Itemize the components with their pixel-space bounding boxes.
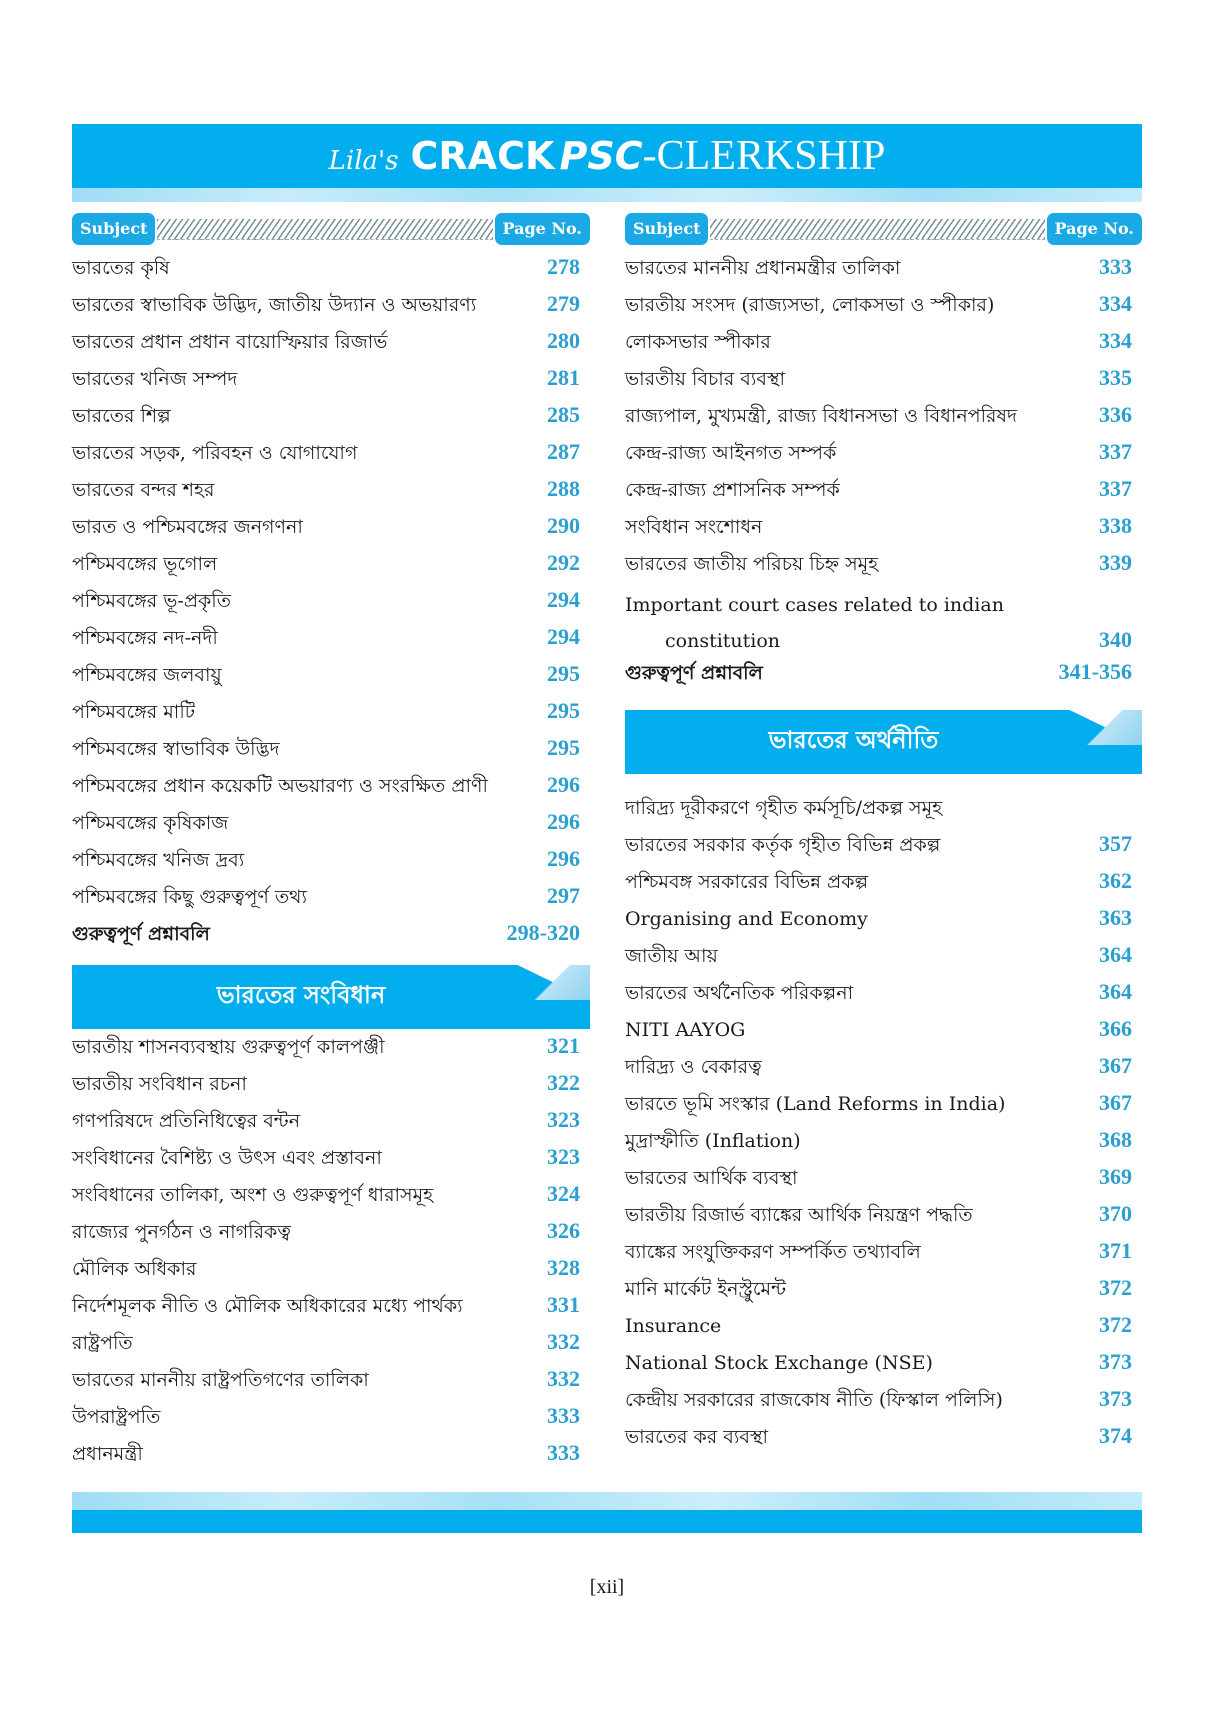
toc-entry-page: 333 [547,1403,580,1428]
toc-entry[interactable] [72,661,590,698]
toc-entry-label: ভারতের স্বাভাবিক উদ্ভিদ, জাতীয় উদ্যান ও অভয়ারণ্য [72,294,477,316]
toc-entry[interactable] [625,868,1142,905]
toc-entry-label: ভারতের সড়ক, পরিবহন ও যোগাযোগ [72,442,358,464]
toc-entry-label: সংবিধানের বৈশিষ্ট্য ও উৎস এবং প্রস্তাবনা [72,1147,382,1169]
toc-entry-label: লোকসভার স্পীকার [625,331,771,353]
toc-entry[interactable] [625,365,1142,402]
toc-entry-label: মৌলিক অধিকার [72,1258,197,1280]
toc-entry-page: 340 [1099,627,1132,652]
toc-entry-label: পশ্চিমবঙ্গের কিছু গুরুত্বপূর্ণ তথ্য [72,886,307,908]
toc-entry-page: 328 [547,1255,580,1280]
toc-entry-label: দারিদ্র্য দূরীকরণে গৃহীত কর্মসূচি/প্রকল্প সমূহ [625,797,943,819]
section-banner-economy [625,710,1142,774]
toc-entry[interactable] [72,254,590,291]
toc-entry[interactable] [72,1329,590,1366]
toc-entry-page: 374 [1099,1423,1132,1448]
page-no-header-pill: Page No. [1047,213,1143,245]
toc-entry-label: গণপরিষদে প্রতিনিধিত্বের বন্টন [72,1110,301,1132]
toc-entry-label: মুদ্রাস্ফীতি (Inflation) [625,1130,801,1152]
toc-entry-page: 368 [1099,1127,1132,1152]
toc-entry-label: পশ্চিমবঙ্গের কৃষিকাজ [72,812,229,834]
toc-entry[interactable] [72,1107,590,1144]
toc-entry-page: 321 [547,1033,580,1058]
toc-entry[interactable] [72,698,590,735]
toc-entry-label: ভারতের জাতীয় পরিচয় চিহ্ন সমূহ [625,553,879,575]
section-title: ভারতের সংবিধান [216,981,386,1009]
toc-entry-page: 338 [1099,513,1132,538]
toc-entry-label: পশ্চিমবঙ্গের খনিজ দ্রব্য [72,849,245,871]
toc-entry[interactable] [72,1144,590,1181]
toc-entry-page: 339 [1099,550,1132,575]
subject-header-pill: Subject [625,213,708,245]
title-crack: CRACK [410,134,555,178]
toc-entry[interactable] [625,1238,1142,1275]
toc-entry-page: 326 [547,1218,580,1243]
toc-entry[interactable] [72,809,590,846]
toc-entry-label: গুরুত্বপূর্ণ প্রশ্নাবলি [625,662,763,684]
toc-entry-label: ভারতের মাননীয় রাষ্ট্রপতিগণের তালিকা [72,1369,369,1391]
toc-entry-page: 367 [1099,1053,1132,1078]
subject-header-pill: Subject [72,213,155,245]
toc-entry[interactable] [72,1255,590,1292]
toc-entry-page: 331 [547,1292,580,1317]
toc-entry-page: 290 [547,513,580,538]
toc-entry[interactable] [72,291,590,328]
toc-entry-page: 294 [547,624,580,649]
toc-entry-label: ভারতের কৃষি [72,257,170,279]
toc-entry-label: পশ্চিমবঙ্গের ভূ-প্রকৃতি [72,590,231,612]
toc-entry[interactable] [625,550,1142,587]
toc-entry-label: পশ্চিমবঙ্গের জলবায়ু [72,664,222,686]
toc-entry[interactable] [72,846,590,883]
toc-entry-page: 295 [547,661,580,686]
toc-entry-questions[interactable] [625,659,1142,696]
toc-entry-label: ভারতের খনিজ সম্পদ [72,368,238,390]
toc-entry[interactable] [72,772,590,809]
toc-entry-label: ভারতের বন্দর শহর [72,479,215,501]
toc-entry[interactable] [72,1292,590,1329]
toc-entry-label: NITI AAYOG [625,1019,746,1041]
toc-entry-label: ভারতে ভূমি সংস্কার (Land Reforms in India) [625,1093,1006,1115]
toc-entry-label: রাজ্যের পুনর্গঠন ও নাগরিকত্ব [72,1221,291,1243]
toc-entry-label: প্রধানমন্ত্রী [72,1443,143,1465]
toc-entry[interactable] [625,291,1142,328]
toc-entry-page: 341-356 [1058,659,1132,684]
toc-entry-page: 373 [1099,1349,1132,1374]
toc-entry-label: নির্দেশমূলক নীতি ও মৌলিক অধিকারের মধ্যে পার্থক্য [72,1295,463,1317]
toc-entry-page: 357 [1099,831,1132,856]
toc-entry-page: 298-320 [506,920,580,945]
toc-entry[interactable] [625,942,1142,979]
toc-entry-page: 370 [1099,1201,1132,1226]
toc-entry[interactable] [625,513,1142,550]
toc-entry[interactable] [72,550,590,587]
toc-entry-label: জাতীয় আয় [625,945,718,967]
toc-entry-page: 337 [1099,439,1132,464]
toc-entry-page: 281 [547,365,580,390]
toc-entry[interactable] [625,439,1142,476]
toc-entry-page: 292 [547,550,580,575]
toc-entry-label: Insurance [625,1315,722,1337]
toc-list-constitution [72,1033,590,1477]
toc-entry[interactable] [72,439,590,476]
toc-entry-label: ভারতের শিল্প [72,405,171,427]
toc-entry[interactable] [625,1090,1142,1127]
toc-entry[interactable] [625,1127,1142,1164]
toc-entry-label: সংবিধানের তালিকা, অংশ ও গুরুত্বপূর্ণ ধারাসমূহ [72,1184,434,1206]
toc-entry-page: 362 [1099,868,1132,893]
section-title: ভারতের অর্থনীতি [768,726,939,754]
toc-entry[interactable] [625,1386,1142,1423]
title-clerkship: -CLERKSHIP [642,133,886,179]
toc-entry[interactable] [72,735,590,772]
toc-entry-page: 296 [547,772,580,797]
toc-entry[interactable] [72,1070,590,1107]
toc-entry-page: 295 [547,735,580,760]
toc-entry[interactable] [72,513,590,550]
toc-entry-page: 279 [547,291,580,316]
toc-entry-page: 324 [547,1181,580,1206]
footer-decorative-strip [72,1492,1142,1510]
toc-entry-page: 332 [547,1366,580,1391]
toc-entry-page: 335 [1099,365,1132,390]
toc-entry[interactable] [625,794,1142,831]
column-header [625,212,1142,246]
toc-entry[interactable] [625,1349,1142,1386]
toc-entry-label: পশ্চিমবঙ্গ সরকারের বিভিন্ন প্রকল্প [625,871,869,893]
toc-entry-label: Organising and Economy [625,908,868,930]
toc-entry-label: কেন্দ্র-রাজ্য প্রশাসনিক সম্পর্ক [625,479,840,501]
toc-entry-label: National Stock Exchange (NSE) [625,1352,933,1374]
toc-entry-label: ভারত ও পশ্চিমবঙ্গের জনগণনা [72,516,303,538]
toc-entry-page: 278 [547,254,580,279]
toc-entry-page: 333 [1099,254,1132,279]
toc-entry[interactable] [625,1053,1142,1090]
toc-entry-label: উপরাষ্ট্রপতি [72,1406,161,1428]
toc-entry-page: 372 [1099,1312,1132,1337]
toc-right-column [625,212,1142,1460]
toc-entry[interactable] [625,1201,1142,1238]
footer-bar [72,1510,1142,1533]
toc-entry-page: 364 [1099,979,1132,1004]
toc-entry-page: 323 [547,1107,580,1132]
toc-entry-label: ভারতের অর্থনৈতিক পরিকল্পনা [625,982,854,1004]
toc-entry[interactable] [625,402,1142,439]
toc-entry-page: 337 [1099,476,1132,501]
toc-entry[interactable] [625,476,1142,513]
toc-entry-page: 294 [547,587,580,612]
toc-entry-page: 333 [547,1440,580,1465]
toc-entry[interactable] [625,254,1142,291]
toc-entry-label: ভারতের আর্থিক ব্যবস্থা [625,1167,798,1189]
toc-entry-page: 336 [1099,402,1132,427]
toc-entry[interactable] [625,328,1142,365]
book-title-bar [72,124,1142,188]
toc-entry[interactable] [625,1312,1142,1349]
toc-entry-label: ভারতীয় সংবিধান রচনা [72,1073,247,1095]
toc-entry-label: ভারতীয় সংসদ (রাজ্যসভা, লোকসভা ও স্পীকার) [625,294,995,316]
hatch-divider [710,219,1044,240]
page-number: [xii] [589,1576,625,1598]
toc-entry-page: 369 [1099,1164,1132,1189]
toc-entry-page: 287 [547,439,580,464]
toc-entry-page: 373 [1099,1386,1132,1411]
toc-entry-label: ভারতীয় শাসনব্যবস্থায় গুরুত্বপূর্ণ কালপঞ্জী [72,1036,385,1058]
toc-entry[interactable] [625,1275,1142,1312]
book-title [329,132,886,180]
toc-entry-page: 334 [1099,328,1132,353]
toc-entry-label: গুরুত্বপূর্ণ প্রশ্নাবলি [72,923,210,945]
toc-list [72,254,590,957]
toc-entry-page: 295 [547,698,580,723]
toc-list-economy [625,794,1142,1460]
toc-entry-page: 280 [547,328,580,353]
toc-entry[interactable] [625,1016,1142,1053]
toc-entry-label: পশ্চিমবঙ্গের ভূগোল [72,553,218,575]
toc-entry[interactable] [72,402,590,439]
title-decorative-strip [72,188,1142,202]
toc-entry-label: ভারতীয় বিচার ব্যবস্থা [625,368,786,390]
toc-entry-page: 334 [1099,291,1132,316]
toc-entry-page: 288 [547,476,580,501]
section-banner-constitution [72,965,590,1029]
toc-entry-page: 332 [547,1329,580,1354]
toc-entry-page: 366 [1099,1016,1132,1041]
toc-entry-label: ভারতের মাননীয় প্রধানমন্ত্রীর তালিকা [625,257,901,279]
toc-left-column [72,212,590,1477]
toc-entry-page: 364 [1099,942,1132,967]
toc-entry[interactable] [625,1423,1142,1460]
toc-entry[interactable] [72,365,590,402]
toc-entry-label: রাজ্যপাল, মুখ্যমন্ত্রী, রাজ্য বিধানসভা ও বিধানপরিষদ [625,405,1017,427]
toc-entry-label: পশ্চিমবঙ্গের নদ-নদী [72,627,218,649]
toc-entry-label: রাষ্ট্রপতি [72,1332,133,1354]
toc-entry[interactable] [72,1403,590,1440]
toc-entry-label: মানি মার্কেট ইনস্ট্রুমেন্ট [625,1278,787,1300]
toc-entry-court-cases[interactable] [625,587,1142,659]
toc-entry-page: 297 [547,883,580,908]
toc-entry-page: 363 [1099,905,1132,930]
toc-entry[interactable] [625,905,1142,942]
toc-entry-label-continued: constitution [665,630,781,652]
toc-entry-label: ভারতের প্রধান প্রধান বায়োস্ফিয়ার রিজার্ভ [72,331,388,353]
toc-entry-questions[interactable] [72,920,590,957]
toc-list [625,254,1142,696]
toc-entry-page: 367 [1099,1090,1132,1115]
toc-entry-page: 296 [547,846,580,871]
toc-entry-label: ভারতের সরকার কর্তৃক গৃহীত বিভিন্ন প্রকল্প [625,834,941,856]
toc-entry[interactable] [625,831,1142,868]
toc-entry-page: 323 [547,1144,580,1169]
toc-entry[interactable] [72,476,590,513]
toc-entry-label: দারিদ্র্য ও বেকারত্ব [625,1056,762,1078]
toc-entry[interactable] [625,979,1142,1016]
toc-entry-label: কেন্দ্র-রাজ্য আইনগত সম্পর্ক [625,442,837,464]
toc-entry-page: 296 [547,809,580,834]
toc-entry-label: ব্যাঙ্কের সংযুক্তিকরণ সম্পর্কিত তথ্যাবলি [625,1241,921,1263]
toc-entry-label: পশ্চিমবঙ্গের প্রধান কয়েকটি অভয়ারণ্য ও সংরক্ষিত প্রাণী [72,775,488,797]
toc-entry-label: ভারতীয় রিজার্ভ ব্যাঙ্কের আর্থিক নিয়ন্ত্রণ পদ্ধতি [625,1204,973,1226]
toc-entry-label: ভারতের কর ব্যবস্থা [625,1426,769,1448]
toc-entry[interactable] [72,328,590,365]
toc-entry-page: 322 [547,1070,580,1095]
toc-entry[interactable] [72,1033,590,1070]
toc-entry-page: 285 [547,402,580,427]
title-psc: PSC [559,134,643,178]
column-header [72,212,590,246]
toc-entry[interactable] [72,1366,590,1403]
hatch-divider [157,219,492,240]
toc-entry[interactable] [72,1218,590,1255]
toc-entry[interactable] [72,1181,590,1218]
title-publisher: Lila's [328,146,399,176]
toc-entry-page: 371 [1099,1238,1132,1263]
toc-entry-label: কেন্দ্রীয় সরকারের রাজকোষ নীতি (ফিস্কাল পলিসি) [625,1389,1003,1411]
toc-entry[interactable] [72,624,590,661]
toc-entry[interactable] [625,1164,1142,1201]
page-no-header-pill: Page No. [495,213,591,245]
toc-entry-label: পশ্চিমবঙ্গের মাটি [72,701,196,723]
toc-entry-label: সংবিধান সংশোধন [625,516,763,538]
toc-entry[interactable] [72,587,590,624]
toc-entry[interactable] [72,883,590,920]
toc-entry-label: পশ্চিমবঙ্গের স্বাভাবিক উদ্ভিদ [72,738,280,760]
toc-entry-page: 372 [1099,1275,1132,1300]
toc-entry-label: Important court cases related to indian [625,594,1004,616]
toc-entry[interactable] [72,1440,590,1477]
